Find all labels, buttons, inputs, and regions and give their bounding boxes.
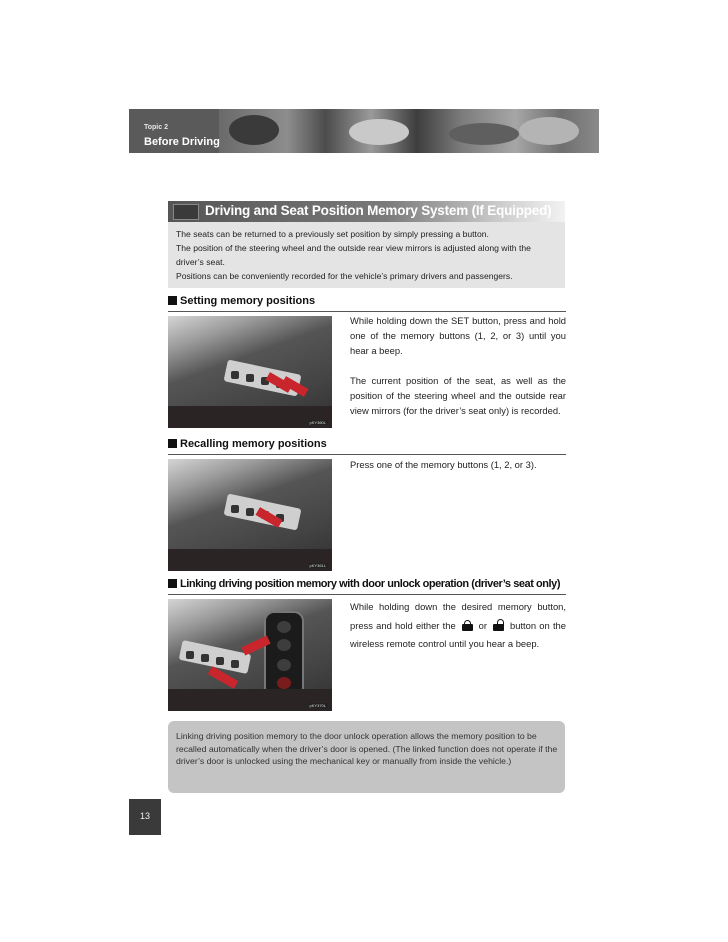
page-number: 13 <box>139 811 150 821</box>
intro-line: The position of the steering wheel and the outside rear view mirrors is adjusted along with the <box>176 243 531 253</box>
intro-line: driver’s seat. <box>176 257 225 267</box>
memory-buttons-image <box>168 316 332 428</box>
header-photo-strip <box>219 109 599 153</box>
section-heading-setting <box>168 295 565 307</box>
section-heading-recalling <box>168 438 565 450</box>
intro-line: The seats can be returned to a previously set position by simply pressing a button. <box>176 229 489 239</box>
image-code: pKY370L <box>309 703 326 708</box>
unlock-icon <box>493 620 504 631</box>
linking-step-1 <box>350 598 566 654</box>
recall-buttons-image <box>168 459 332 571</box>
section-heading-text: Setting memory positions <box>180 295 316 307</box>
linking-text-a: While holding down the desired memory button, press and hold either the <box>350 601 566 631</box>
page-title-bar <box>168 201 565 222</box>
title-icon <box>173 204 199 220</box>
image-code: pKY360L <box>309 420 326 425</box>
remote-key-fob <box>264 611 304 701</box>
chapter-header <box>129 109 599 153</box>
section-heading-text: Linking driving position memory with door unlock operation (driver’s seat only) <box>180 578 561 590</box>
intro-box <box>168 222 565 288</box>
lock-icon <box>462 620 473 631</box>
page-number-tab <box>129 799 161 835</box>
divider <box>168 311 566 312</box>
setting-step-2: The current position of the seat, as well as the position of the steering wheel and the outside rear view mirrors (for the driver’s seat only) is recorded. <box>350 375 566 416</box>
note-text: Linking driving position memory to the door unlock operation allows the memory position to be recalled automatically when the driver’s door is opened. (The linked function does not operate if the driver’s door is unlocked using the mechanical key or manually from inside the vehicle.) <box>176 731 558 766</box>
divider <box>168 454 566 455</box>
recalling-step-1: Press one of the memory buttons (1, 2, or 3). <box>350 459 537 470</box>
linking-instructions <box>350 598 566 654</box>
linking-text-or: or <box>478 619 488 631</box>
remote-key-image <box>168 599 332 711</box>
square-bullet-icon <box>168 439 177 448</box>
setting-step-1: While holding down the SET button, press and hold one of the memory buttons (1, 2, or 3) until you hear a beep. <box>350 315 566 356</box>
image-code: pKY361L <box>309 563 326 568</box>
section-heading-linking <box>168 578 565 590</box>
topic-label: Topic 2 <box>144 124 168 131</box>
square-bullet-icon <box>168 579 177 588</box>
page-title: Driving and Seat Position Memory System (If Equipped) <box>205 203 552 218</box>
note-box <box>168 721 565 793</box>
section-title: Before Driving <box>144 136 220 148</box>
linking-text-b: button on the wireless remote control until you hear a beep. <box>350 619 566 649</box>
divider <box>168 594 566 595</box>
intro-line: Positions can be conveniently recorded for the vehicle’s primary drivers and passengers. <box>176 271 513 281</box>
setting-instructions <box>350 313 566 418</box>
square-bullet-icon <box>168 296 177 305</box>
section-heading-text: Recalling memory positions <box>180 438 327 450</box>
recalling-instructions <box>350 457 566 472</box>
